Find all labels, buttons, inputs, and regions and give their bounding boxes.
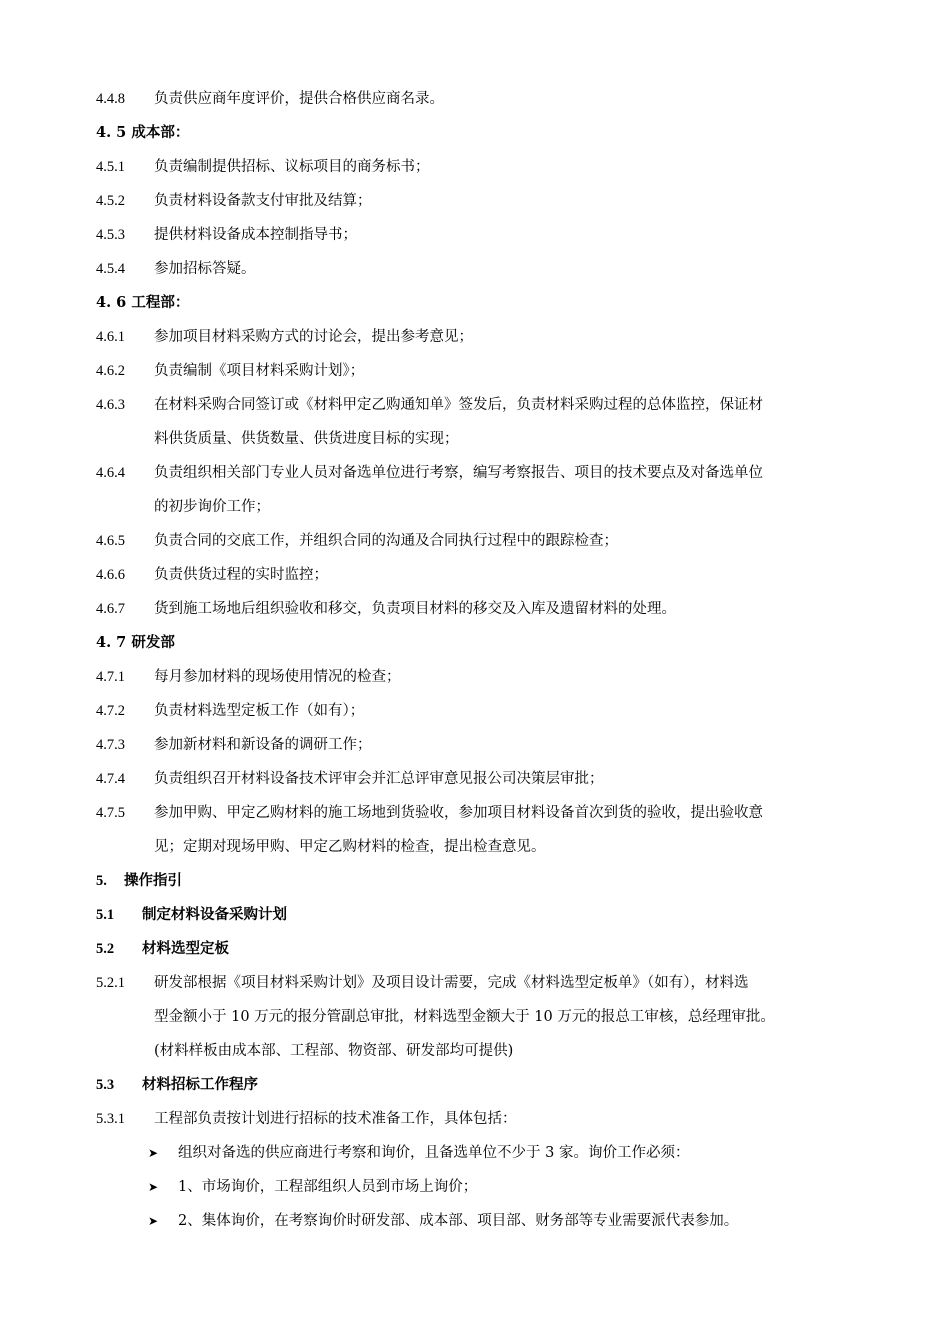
clause-text: 每月参加材料的现场使用情况的检查； <box>154 669 401 685</box>
clause-number: 4.5.3 <box>96 227 125 243</box>
clause-text-continued: 的初步询价工作； <box>154 499 270 515</box>
subsection-heading-5-2 <box>96 932 858 966</box>
clause-4-7-3 <box>96 728 858 762</box>
clause-text: 货到施工场地后组织验收和移交，负责项目材料的移交及入库及遗留材料的处理。 <box>154 601 676 617</box>
clause-text: 负责编制《项目材料采购计划》； <box>154 363 365 379</box>
clause-4-6-4 <box>96 456 858 490</box>
clause-text: 负责合同的交底工作，并组织合同的沟通及合同执行过程中的跟踪检查； <box>154 533 618 549</box>
clause-text-continued: 料供货质量、供货数量、供货进度目标的实现； <box>154 431 459 447</box>
subsection-heading-5-1 <box>96 898 858 932</box>
clause-number: 4.7.5 <box>96 805 125 821</box>
clause-4-5-4 <box>96 252 858 286</box>
clause-number: 4.5.2 <box>96 193 125 209</box>
arrow-bullet-icon: ➤ <box>148 1146 159 1160</box>
bullet-item <box>148 1170 858 1204</box>
clause-text: 提供材料设备成本控制指导书； <box>154 227 357 243</box>
bullet-item <box>148 1136 858 1170</box>
clause-number: 4.7.2 <box>96 703 125 719</box>
clause-4-6-3 <box>96 388 858 422</box>
clause-4-4-8 <box>96 82 858 116</box>
clause-5-2-1 <box>96 966 858 1000</box>
clause-text: 负责编制提供招标、议标项目的商务标书； <box>154 159 430 175</box>
clause-number: 4.6.3 <box>96 397 125 413</box>
clause-note: (材料样板由成本部、工程部、物资部、研发部均可提供) <box>154 1043 514 1059</box>
clause-number: 4.5.4 <box>96 261 125 277</box>
clause-5-2-1-note <box>96 1034 858 1068</box>
section-heading-4-5: 4. 5 成本部： <box>96 124 190 141</box>
clause-text-continued: 型金额小于 10 万元的报分管副总审批，材料选型金额大于 10 万元的报总工审核，总经理审批。 <box>154 1009 775 1025</box>
subsection-title: 制定材料设备采购计划 <box>142 906 287 923</box>
clause-4-7-4 <box>96 762 858 796</box>
clause-text: 参加项目材料采购方式的讨论会，提出参考意见； <box>154 329 473 345</box>
clause-text: 负责材料选型定板工作（如有）； <box>154 703 365 719</box>
subsection-number: 5.3 <box>96 1077 115 1093</box>
clause-4-7-2 <box>96 694 858 728</box>
clause-number: 4.6.2 <box>96 363 125 379</box>
clause-4-6-3-continued <box>96 422 858 456</box>
clause-number: 4.7.4 <box>96 771 125 787</box>
chapter-title: 操作指引 <box>124 872 182 889</box>
clause-number: 4.7.1 <box>96 669 125 685</box>
clause-text: 负责组织召开材料设备技术评审会并汇总评审意见报公司决策层审批； <box>154 771 604 787</box>
clause-number: 4.5.1 <box>96 159 125 175</box>
subsection-title: 材料招标工作程序 <box>142 1076 258 1093</box>
clause-5-2-1-continued <box>96 1000 858 1034</box>
subsection-number: 5.2 <box>96 941 115 957</box>
clause-4-6-6 <box>96 558 858 592</box>
clause-number: 4.6.4 <box>96 465 125 481</box>
clause-4-5-2 <box>96 184 858 218</box>
document-page <box>96 82 858 1238</box>
bullet-text: 组织对备选的供应商进行考察和询价，且备选单位不少于 3 家。询价工作必须： <box>178 1145 690 1161</box>
clause-number: 4.6.7 <box>96 601 125 617</box>
clause-4-6-1 <box>96 320 858 354</box>
clause-number: 4.7.3 <box>96 737 125 753</box>
clause-number: 4.6.6 <box>96 567 125 583</box>
clause-4-7-5-continued <box>96 830 858 864</box>
clause-text: 在材料采购合同签订或《材料甲定乙购通知单》签发后，负责材料采购过程的总体监控，保证材 <box>154 397 763 413</box>
clause-text: 负责供货过程的实时监控； <box>154 567 328 583</box>
clause-4-6-4-continued <box>96 490 858 524</box>
subsection-title: 材料选型定板 <box>142 940 229 957</box>
subsection-number: 5.1 <box>96 907 115 923</box>
clause-text: 参加招标答疑。 <box>154 261 256 277</box>
arrow-bullet-icon: ➤ <box>148 1180 159 1194</box>
clause-number: 4.6.5 <box>96 533 125 549</box>
clause-number: 5.2.1 <box>96 975 125 991</box>
clause-5-3-1 <box>96 1102 858 1136</box>
subsection-heading-5-3 <box>96 1068 858 1102</box>
clause-number: 4.4.8 <box>96 91 125 107</box>
bullet-text: 1、市场询价，工程部组织人员到市场上询价； <box>178 1179 478 1195</box>
clause-4-7-1 <box>96 660 858 694</box>
section-heading-4-6: 4. 6 工程部： <box>96 294 190 311</box>
clause-number: 4.6.1 <box>96 329 125 345</box>
clause-text-continued: 见；定期对现场甲购、甲定乙购材料的检查，提出检查意见。 <box>154 839 546 855</box>
clause-4-6-7 <box>96 592 858 626</box>
bullet-item <box>148 1204 858 1238</box>
clause-text: 研发部根据《项目材料采购计划》及项目设计需要，完成《材料选型定板单》（如有），材料选 <box>154 975 749 991</box>
chapter-number: 5. <box>96 873 107 889</box>
arrow-bullet-icon: ➤ <box>148 1214 159 1228</box>
clause-number: 5.3.1 <box>96 1111 125 1127</box>
clause-4-6-5 <box>96 524 858 558</box>
clause-text: 参加新材料和新设备的调研工作； <box>154 737 372 753</box>
chapter-heading-5 <box>96 864 858 898</box>
clause-4-5-3 <box>96 218 858 252</box>
clause-4-5-1 <box>96 150 858 184</box>
clause-text: 负责材料设备款支付审批及结算； <box>154 193 372 209</box>
clause-4-6-2 <box>96 354 858 388</box>
clause-text: 工程部负责按计划进行招标的技术准备工作，具体包括： <box>154 1111 517 1127</box>
clause-text: 负责组织相关部门专业人员对备选单位进行考察，编写考察报告、项目的技术要点及对备选单位 <box>154 465 763 481</box>
clause-4-7-5 <box>96 796 858 830</box>
section-heading-4-7: 4. 7 研发部 <box>96 634 175 651</box>
clause-text: 参加甲购、甲定乙购材料的施工场地到货验收，参加项目材料设备首次到货的验收，提出验收意 <box>154 805 763 821</box>
clause-text: 负责供应商年度评价，提供合格供应商名录。 <box>154 91 444 107</box>
bullet-text: 2、集体询价，在考察询价时研发部、成本部、项目部、财务部等专业需要派代表参加。 <box>178 1213 739 1229</box>
